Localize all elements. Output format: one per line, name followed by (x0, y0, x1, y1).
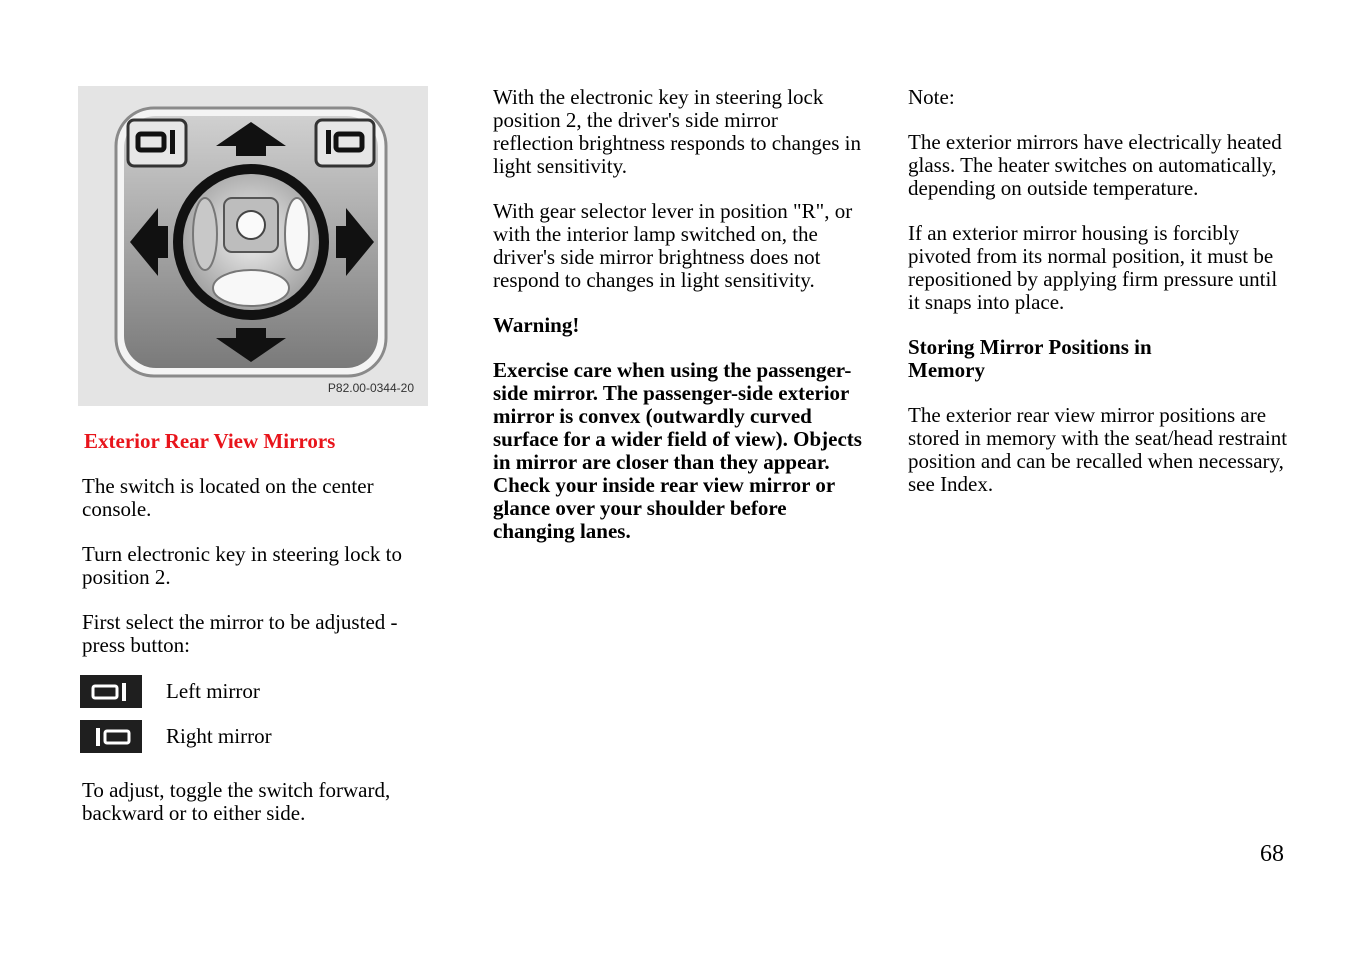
page-number: 68 (1260, 841, 1284, 867)
right-mirror-button-icon (316, 120, 374, 166)
right-mirror-row (82, 714, 442, 759)
right-mirror-icon (80, 720, 142, 753)
right-mirror-label: Right mirror (166, 724, 272, 748)
paragraph: First select the mirror to be adjusted - press button: (82, 610, 398, 657)
warning-title: Warning! (493, 313, 580, 337)
paragraph: Turn electronic key in steering lock to position 2. (82, 542, 402, 589)
paragraph: To adjust, toggle the switch forward, backward or to either side. (82, 778, 391, 825)
paragraph: With the electronic key in steering lock position 2, the driver's side mirror reflection brightness responds to changes in light sensitivity. (493, 85, 861, 178)
paragraph: The exterior mirrors have electrically heated glass. The heater switches on automatically, depending on outside temperature. (908, 130, 1282, 200)
paragraph: With gear selector lever in position "R", or with the interior lamp switched on, the driver's side mirror brightness does not respond to changes in light sensitivity. (493, 199, 853, 292)
warning-text: Exercise care when using the passenger-side mirror. The passenger-side exterior mirror is convex (outwardly curved surface for a wider field of view). Objects in mirror are closer than they appear. Check your inside rear view mirror or glance over your shoulder before changing lanes. (493, 358, 862, 543)
right-column (908, 86, 1288, 518)
middle-column (493, 86, 863, 565)
left-mirror-row (82, 669, 442, 714)
left-mirror-label: Left mirror (166, 679, 260, 703)
left-column (82, 86, 442, 847)
section-heading: Exterior Rear View Mirrors (84, 429, 336, 453)
mirror-switch-drawing (78, 86, 428, 406)
left-mirror-button-icon (128, 120, 186, 166)
figure-code: P82.00-0344-20 (327, 381, 414, 395)
section-heading: Storing Mirror Positions in Memory (908, 335, 1152, 382)
paragraph: The exterior rear view mirror positions are stored in memory with the seat/head restraint position and can be recalled when necessary, see Index. (908, 403, 1288, 496)
paragraph: The switch is located on the center console. (82, 474, 374, 521)
mirror-switch-illustration (78, 86, 428, 406)
paragraph: If an exterior mirror housing is forcibly pivoted from its normal position, it must be repositioned by applying firm pressure until it snaps into place. (908, 221, 1278, 314)
left-mirror-icon (80, 675, 142, 708)
note-label: Note: (908, 85, 955, 109)
